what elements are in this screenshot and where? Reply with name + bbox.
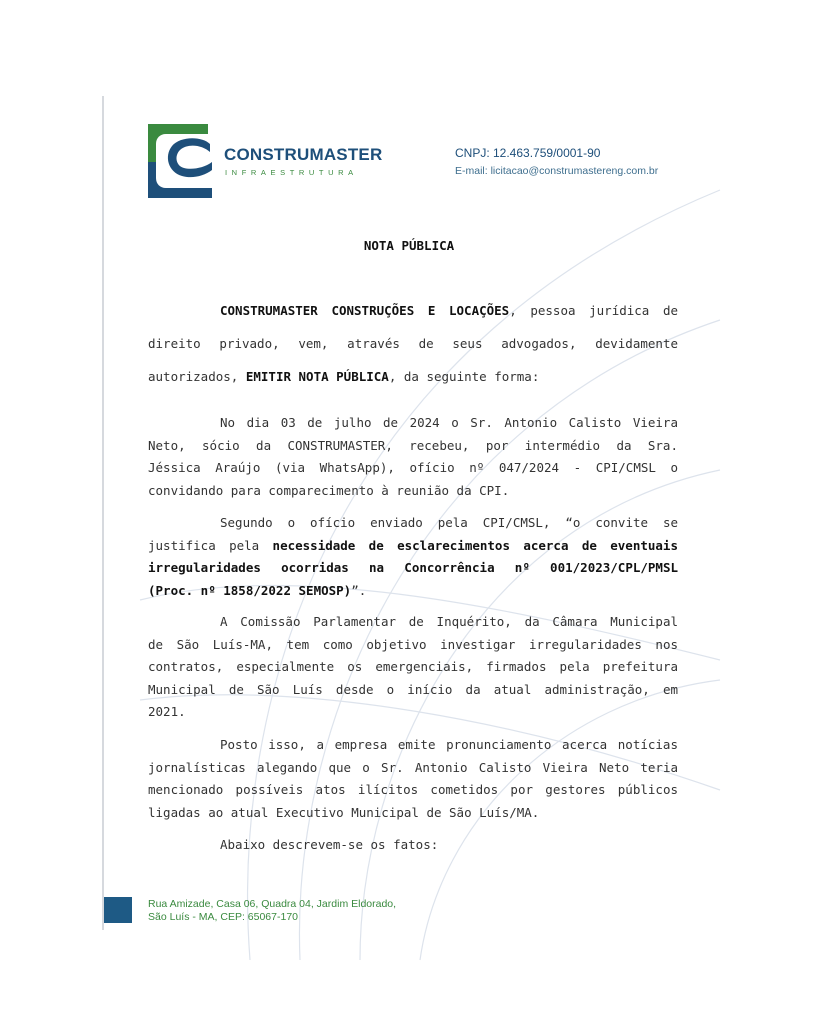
paragraph-invitation: No dia 03 de julho de 2024 o Sr. Antonio Calisto Vieira Neto, sócio da CONSTRUMASTER, recebeu, por intermédio da Sra. Jéssica Araújo (via WhatsApp), ofício nº 047/2024 - CPI/CMSL o convidando para comparecimento à reunião da CPI.: [148, 415, 678, 498]
footer-accent-square: [104, 897, 132, 923]
paragraph-facts-intro: Abaixo descrevem-se os fatos:: [220, 837, 439, 852]
brand-subtitle: INFRAESTRUTURA: [225, 168, 358, 177]
document-title: NOTA PÚBLICA: [363, 238, 455, 253]
paragraph-official-letter: Segundo o ofício enviado pela CPI/CMSL, “o convite se justifica pela necessidade de esclarecimentos acerca de eventuais irregularidades ocorridas na Concorrência nº 001/2023/CPL/PMSL (Proc. nº 1858/2022 SEMOSP)”.: [148, 515, 678, 598]
paragraph-commission: A Comissão Parlamentar de Inquérito, da Câmara Municipal de São Luís-MA, tem como objetivo investigar irregularidades nos contratos, especialmente os emergenciais, firmados pela prefeitura Municipal de São Luís desde o início da atual administração, em 2021.: [148, 614, 678, 719]
emit-note-bold: EMITIR NOTA PÚBLICA: [245, 369, 389, 384]
email-text: E-mail: licitacao@construmastereng.com.br: [455, 165, 659, 177]
left-margin-rule: [102, 96, 104, 930]
cnpj-text: CNPJ: 12.463.759/0001-90: [455, 146, 601, 160]
footer-address: Rua Amizade, Casa 06, Quadra 04, Jardim Eldorado, São Luís - MA, CEP: 65067-170: [148, 898, 397, 923]
paragraph-intro: CONSTRUMASTER CONSTRUÇÕES E LOCAÇÕES, pessoa jurídica de direito privado, vem, através de seus advogados, devidamente autorizados, EMITIR NOTA PÚBLICA, da seguinte forma:: [148, 303, 678, 384]
company-logo: [146, 122, 383, 202]
logo-mark-icon: [146, 122, 216, 200]
contact-block: [455, 146, 658, 177]
brand-name: CONSTRUMASTER: [224, 145, 383, 164]
paragraph-statement: Posto isso, a empresa emite pronunciamento acerca notícias jornalísticas alegando que o Sr. Antonio Calisto Vieira Neto teria mencionado possíveis atos ilícitos cometidos por gestores públicos ligadas ao atual Executivo Municipal de São Luís/MA.: [148, 737, 678, 820]
company-name-bold: CONSTRUMASTER CONSTRUÇÕES E LOCAÇÕES: [220, 303, 510, 318]
